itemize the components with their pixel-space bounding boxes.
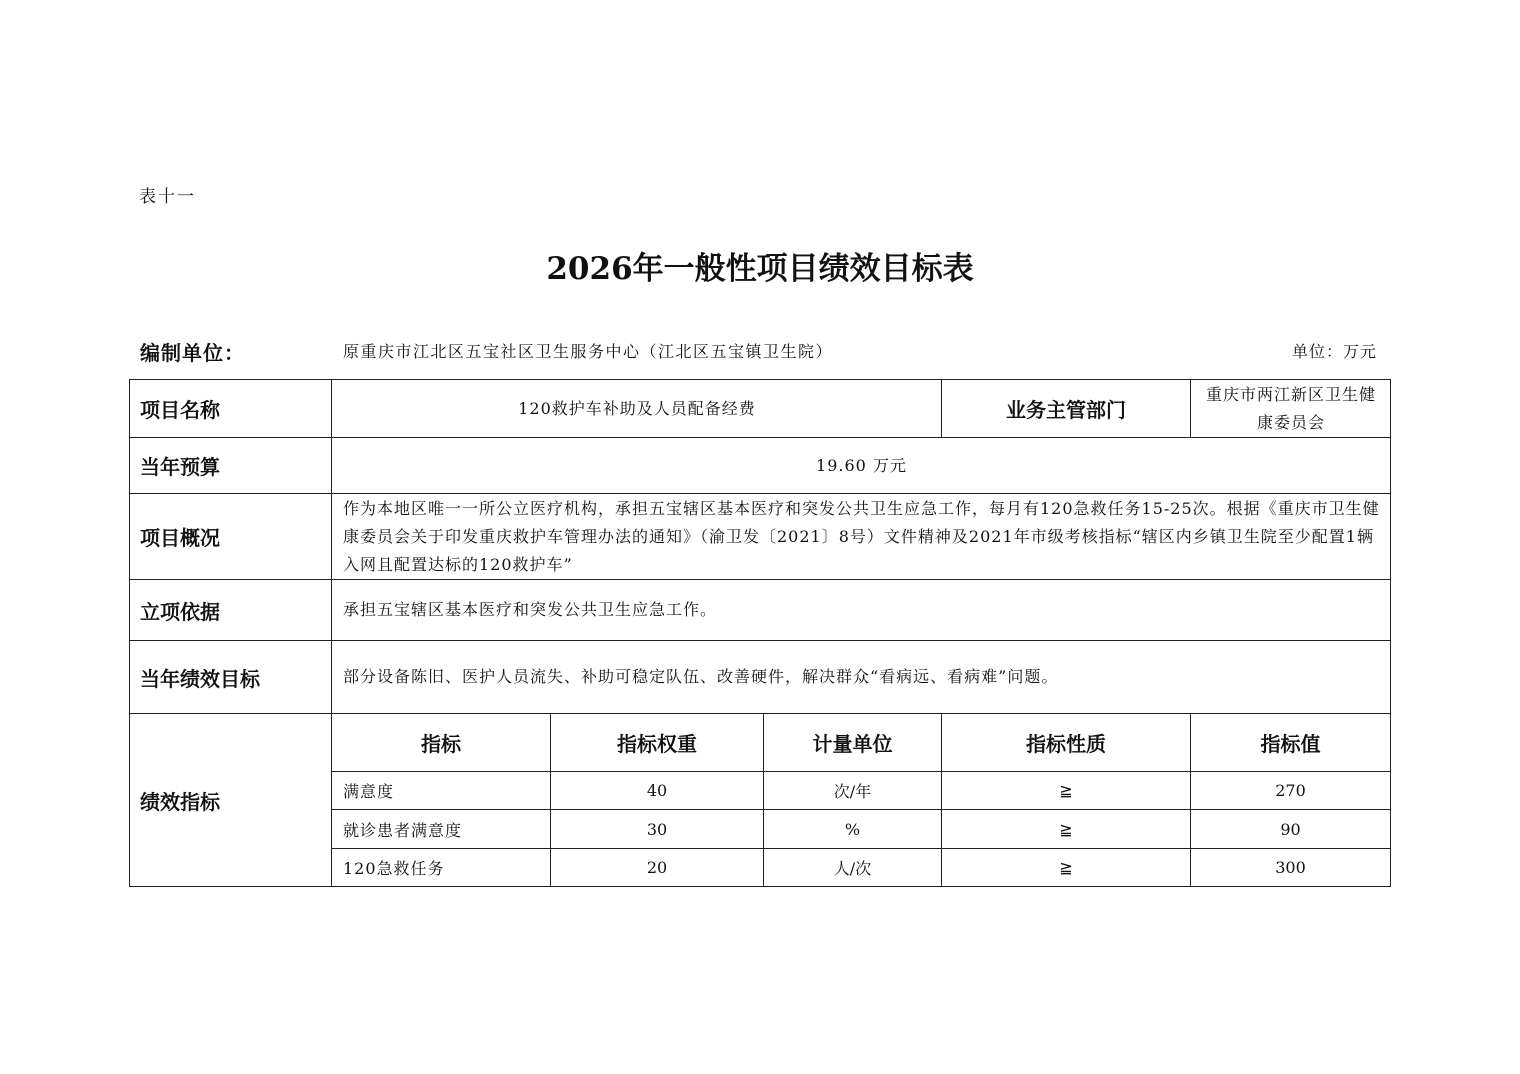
indicator-value: 300 <box>1191 849 1391 887</box>
overview-value: 作为本地区唯一一所公立医疗机构，承担五宝辖区基本医疗和突发公共卫生应急工作，每月有120急救任务15-25次。根据《重庆市卫生健康委员会关于印发重庆救护车管理办法的通知》（渝卫发〔2021〕8号）文件精神及2021年市级考核指标“辖区内乡镇卫生院至少配置1辆入网且配置达标的120救护车” <box>332 494 1391 580</box>
header-indicator: 指标 <box>332 714 551 772</box>
unit-label: 单位：万元 <box>1291 342 1377 361</box>
indicator-header-row <box>130 714 1391 772</box>
indicator-name: 120急救任务 <box>332 849 551 887</box>
indicator-weight: 40 <box>551 772 764 810</box>
indicator-name: 满意度 <box>332 772 551 810</box>
row-project-name <box>130 380 1391 438</box>
row-goal <box>130 641 1391 714</box>
budget-value: 19.60 万元 <box>332 438 1391 494</box>
row-budget <box>130 438 1391 494</box>
table-number: 表十一 <box>139 187 196 207</box>
indicator-nature: ≧ <box>942 772 1191 810</box>
indicator-weight: 30 <box>551 810 764 849</box>
row-basis <box>130 580 1391 641</box>
project-name-label: 项目名称 <box>130 380 332 438</box>
indicator-value: 270 <box>1191 772 1391 810</box>
header-nature: 指标性质 <box>942 714 1191 772</box>
goal-value: 部分设备陈旧、医护人员流失、补助可稳定队伍、改善硬件，解决群众“看病远、看病难”问题。 <box>332 641 1391 714</box>
basis-value: 承担五宝辖区基本医疗和突发公共卫生应急工作。 <box>332 580 1391 641</box>
project-name-value: 120救护车补助及人员配备经费 <box>332 380 942 438</box>
row-overview <box>130 494 1391 580</box>
indicators-section-label: 绩效指标 <box>130 714 332 887</box>
indicator-unit: 人/次 <box>764 849 942 887</box>
header-unit: 计量单位 <box>764 714 942 772</box>
basis-label: 立项依据 <box>130 580 332 641</box>
indicator-unit: % <box>764 810 942 849</box>
indicator-unit: 次/年 <box>764 772 942 810</box>
overview-label: 项目概况 <box>130 494 332 580</box>
header-value: 指标值 <box>1191 714 1391 772</box>
indicator-name: 就诊患者满意度 <box>332 810 551 849</box>
indicator-weight: 20 <box>551 849 764 887</box>
performance-table <box>129 379 1391 887</box>
org-label: 编制单位： <box>140 341 245 365</box>
header-weight: 指标权重 <box>551 714 764 772</box>
budget-label: 当年预算 <box>130 438 332 494</box>
dept-label: 业务主管部门 <box>942 380 1191 438</box>
indicator-nature: ≧ <box>942 849 1191 887</box>
dept-value: 重庆市两江新区卫生健康委员会 <box>1191 380 1391 438</box>
goal-label: 当年绩效目标 <box>130 641 332 714</box>
org-value: 原重庆市江北区五宝社区卫生服务中心（江北区五宝镇卫生院） <box>343 342 834 361</box>
indicator-value: 90 <box>1191 810 1391 849</box>
document-title: 2026年一般性项目绩效目标表 <box>546 251 974 287</box>
indicator-nature: ≧ <box>942 810 1191 849</box>
